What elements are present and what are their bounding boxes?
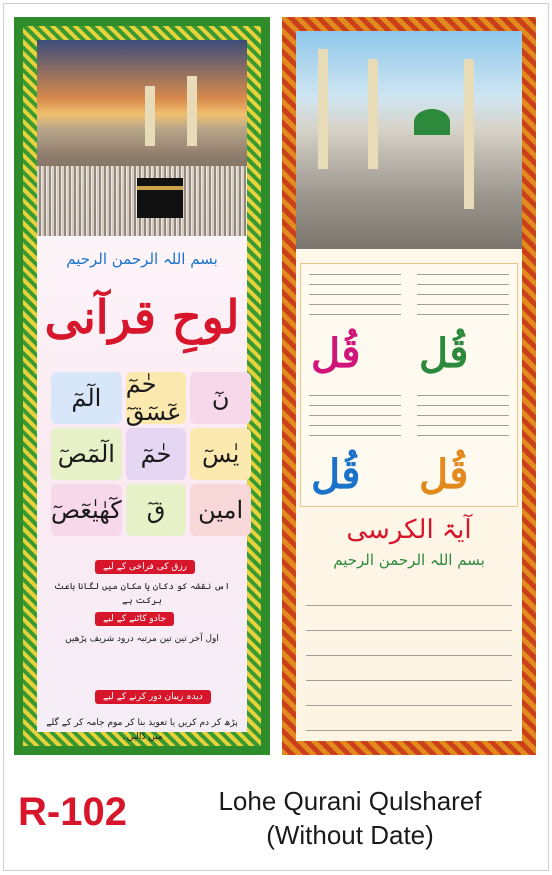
qul-text-lines [417, 274, 509, 324]
grid-cell: حٰمٓ [126, 428, 187, 480]
qul-word: قُل [419, 330, 469, 377]
ayat-kursi-text-lines [306, 593, 512, 733]
qul-word: قُل [419, 451, 469, 498]
kaaba-icon [137, 178, 183, 218]
product-title-line1: Lohe Qurani Qulsharef [218, 786, 482, 816]
section-text: پڑھ کر دم کریں یا تعویذ بنا کر موم جامہ کر کے گلے میں ڈالیں۔ [46, 718, 238, 742]
bismillah: بسم اللہ الرحمن الرحیم [66, 250, 218, 268]
four-qul-box [300, 263, 518, 507]
grid-cell: یٰسٓ [190, 428, 251, 480]
section-badge: جادو کاٹنے کے لیے [95, 612, 174, 626]
kaaba-photo [37, 40, 247, 236]
bismillah: بسم اللہ الرحمن الرحیم [333, 551, 485, 569]
left-panel [14, 17, 270, 755]
green-dome-icon [414, 109, 450, 135]
minaret-icon [464, 59, 474, 209]
section-text: اس نقشہ کو دکان یا مکان میں لگانا باعث برکت ہے [54, 582, 230, 606]
qul-text-lines [417, 395, 509, 445]
product-title [170, 784, 530, 852]
minaret-icon [368, 59, 378, 169]
grid-cell: حٰمٓ عٓسٓقٓ [126, 372, 187, 424]
section-text: اول آخر تین تین مرتبہ درود شریف پڑھیں [65, 634, 219, 644]
madina-photo [296, 31, 522, 249]
grid-cell: کٓھٰیٰعٓصٓ [51, 484, 122, 536]
product-code: R-102 [18, 790, 127, 834]
letters-grid [51, 372, 251, 536]
minaret-icon [145, 86, 155, 146]
qul-section [409, 385, 517, 506]
grid-cell: الٓمٓ [51, 372, 122, 424]
section-badge: دیدہ زیبان دور کرنے کے لیے [95, 690, 211, 704]
grid-cell: قٓ [126, 484, 187, 536]
right-panel [282, 17, 536, 755]
qul-section [301, 385, 409, 506]
minaret-icon [187, 76, 197, 146]
qul-word: قُل [311, 330, 361, 377]
minaret-icon [318, 49, 328, 169]
qul-word: قُل [311, 451, 361, 498]
grid-cell: نٓ [190, 372, 251, 424]
ayat-kursi-title: آیۃ الکرسی [346, 515, 472, 545]
qul-section [301, 264, 409, 385]
grid-cell: امین [190, 484, 251, 536]
grid-cell: الٓمٓصٓ [51, 428, 122, 480]
product-title-line2: (Without Date) [266, 820, 434, 850]
section-badge: رزق کی فراخی کے لیے [95, 560, 195, 574]
poster-heading: لوحِ قرآنی [44, 290, 240, 344]
qul-section [409, 264, 517, 385]
qul-text-lines [309, 274, 401, 324]
right-panel-inner [296, 31, 522, 741]
left-panel-inner [37, 40, 247, 742]
qul-text-lines [309, 395, 401, 445]
